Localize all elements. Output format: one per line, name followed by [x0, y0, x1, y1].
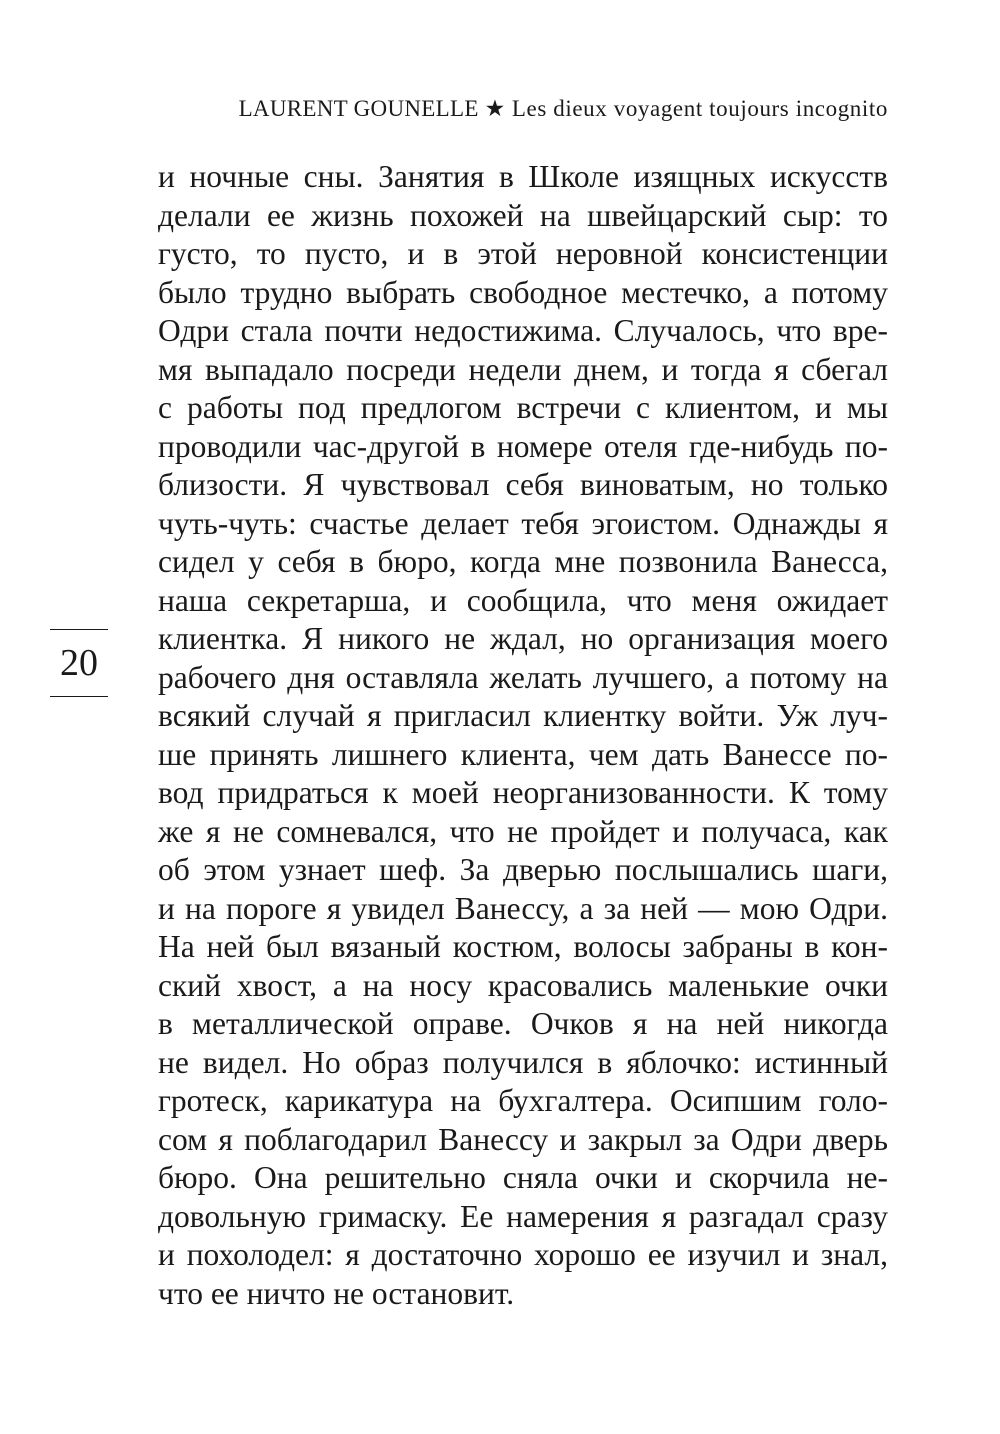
text-line: что ее ничто не остановит.: [158, 1275, 515, 1311]
text-line: клиентка. Я никого не ждал, но организация моего: [158, 621, 888, 656]
header-author: LAURENT GOUNELLE: [238, 96, 479, 121]
running-header: [158, 96, 888, 122]
text-line: и на пороге я увидел Ванессу, а за ней — мою Одри.: [158, 890, 888, 926]
text-line: наша секретарша, и сообщила, что меня ожидает: [158, 582, 888, 618]
text-line: довольную гримаску. Ее намерения я разгадал сразу: [158, 1198, 888, 1234]
body-text: [158, 158, 888, 1313]
text-line: ский хвост, а на носу красовались маленькие очки: [158, 967, 888, 1003]
text-line: близости. Я чувствовал себя виноватым, но только: [158, 467, 888, 502]
text-line: мя выпадало посреди недели днем, и тогда я сбегал: [158, 351, 888, 387]
text-line: вод придраться к моей неорганизованности. К тому: [158, 775, 888, 810]
text-line: сом я поблагодарил Ванессу и закрыл за Одри дверь: [158, 1121, 888, 1157]
text-line: делали ее жизнь похожей на швейцарский сыр: то: [158, 197, 888, 233]
text-line: не видел. Но образ получился в яблочко: истинный: [158, 1044, 888, 1080]
page-number-bottom-rule: [50, 696, 108, 697]
text-line: Одри стала почти недостижима. Случалось, что вре-: [158, 313, 888, 348]
text-line: густо, то пусто, и в этой неровной консистенции: [158, 236, 888, 271]
star-icon: ★: [484, 96, 506, 121]
page-number: 20: [60, 642, 98, 684]
text-line: в металлической оправе. Очков я на ней никогда: [158, 1006, 888, 1041]
text-line: На ней был вязаный костюм, волосы забраны в кон-: [158, 929, 888, 964]
text-line: ше принять лишнего клиента, чем дать Ванессе по-: [158, 736, 888, 772]
text-line: же я не сомневался, что не пройдет и получаса, как: [158, 813, 888, 849]
text-line: было трудно выбрать свободное местечко, а потому: [158, 274, 888, 310]
text-line: чуть-чуть: счастье делает тебя эгоистом. Однажды я: [158, 505, 888, 541]
text-line: и похолодел: я достаточно хорошо ее изучил и знал,: [158, 1237, 888, 1272]
text-line: бюро. Она решительно сняла очки и скорчила не-: [158, 1160, 888, 1195]
text-line: рабочего дня оставляла желать лучшего, а потому на: [158, 659, 888, 695]
text-line: сидел у себя в бюро, когда мне позвонила Ванесса,: [158, 544, 888, 579]
text-line: об этом узнает шеф. За дверью послышались шаги,: [158, 852, 888, 887]
text-line: с работы под предлогом встречи с клиентом, и мы: [158, 390, 888, 425]
text-line: проводили час-другой в номере отеля где-нибудь по-: [158, 428, 888, 464]
text-line: гротеск, карикатура на бухгалтера. Осипшим голо-: [158, 1083, 888, 1118]
header-book-title: Les dieux voyagent toujours incognito: [511, 96, 888, 121]
page-number-block: [50, 629, 108, 697]
text-line: всякий случай я пригласил клиентку войти. Уж луч-: [158, 698, 888, 733]
text-line: и ночные сны. Занятия в Школе изящных искусств: [158, 159, 888, 194]
